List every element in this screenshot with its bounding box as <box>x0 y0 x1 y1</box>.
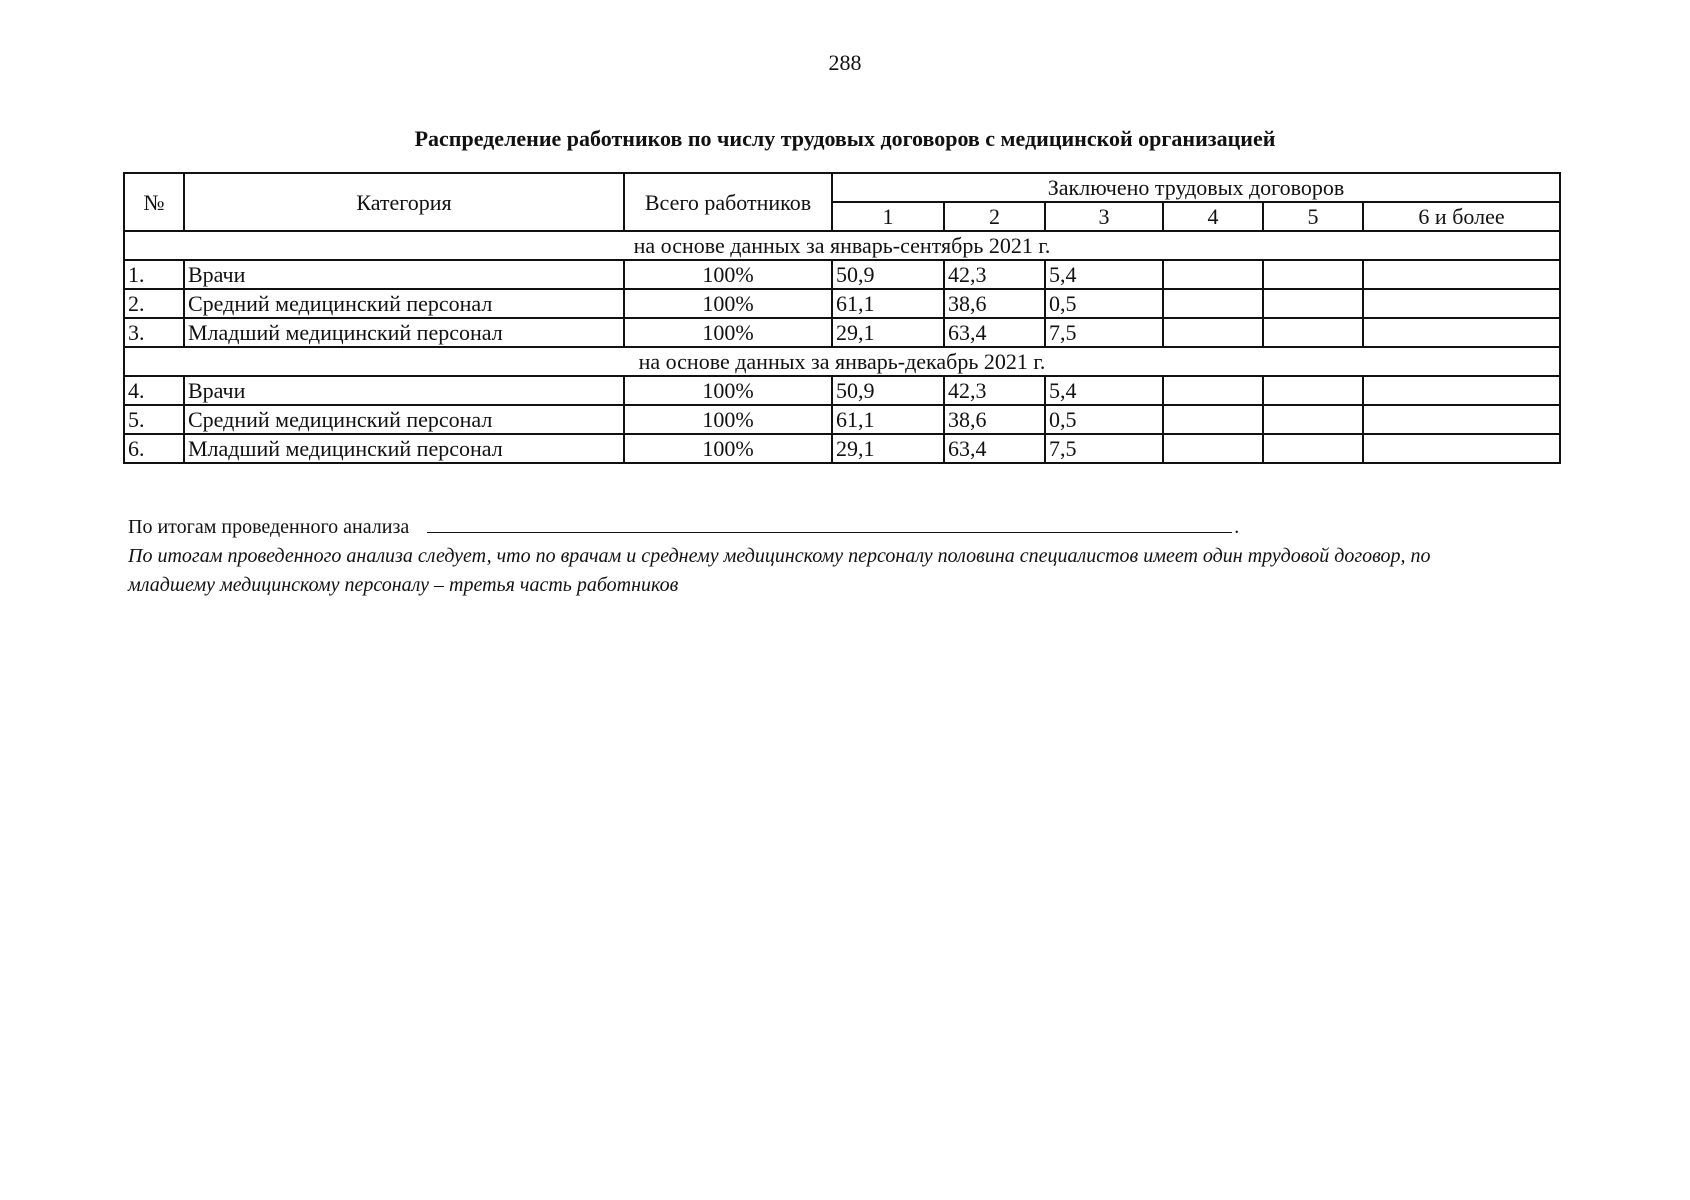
header-contracts: Заключено трудовых договоров <box>832 173 1560 202</box>
row-category: Младший медицинский персонал <box>184 434 624 463</box>
row-category: Средний медицинский персонал <box>184 289 624 318</box>
row-c4 <box>1163 289 1263 318</box>
row-c5 <box>1263 318 1363 347</box>
table-row <box>124 260 1560 289</box>
row-num: 3. <box>124 318 184 347</box>
row-c2: 42,3 <box>944 260 1045 289</box>
row-category: Средний медицинский персонал <box>184 405 624 434</box>
row-c2: 38,6 <box>944 289 1045 318</box>
header-contracts-3: 3 <box>1045 202 1163 231</box>
row-c5 <box>1263 405 1363 434</box>
header-total: Всего работников <box>624 173 832 231</box>
row-c2: 63,4 <box>944 318 1045 347</box>
row-c6 <box>1363 434 1560 463</box>
row-c1: 50,9 <box>832 376 944 405</box>
table-title: Распределение работников по числу трудовых договоров с медицинской организацией <box>414 126 1276 151</box>
row-c1: 50,9 <box>832 260 944 289</box>
table-row <box>124 434 1560 463</box>
row-c3: 0,5 <box>1045 405 1163 434</box>
row-total: 100% <box>624 434 832 463</box>
row-c2: 63,4 <box>944 434 1045 463</box>
row-c1: 61,1 <box>832 405 944 434</box>
section-label: на основе данных за январь-декабрь 2021 г. <box>124 347 1560 376</box>
row-c3: 0,5 <box>1045 289 1163 318</box>
row-total: 100% <box>624 376 832 405</box>
header-category: Категория <box>184 173 624 231</box>
row-c3: 5,4 <box>1045 376 1163 405</box>
conclusion-text: По итогам проведенного анализа следует, что по врачам и среднему медицинскому персоналу половина специалистов имеет один трудовой договор, по младшему медицинскому персоналу – третья часть работников <box>128 545 1431 596</box>
row-c4 <box>1163 260 1263 289</box>
row-total: 100% <box>624 289 832 318</box>
section-row <box>124 347 1560 376</box>
table-row <box>124 318 1560 347</box>
header-contracts-2: 2 <box>944 202 1045 231</box>
row-num: 4. <box>124 376 184 405</box>
table-row <box>124 405 1560 434</box>
conclusion-line <box>128 514 1239 539</box>
row-num: 6. <box>124 434 184 463</box>
row-c6 <box>1363 376 1560 405</box>
row-c5 <box>1263 289 1363 318</box>
header-contracts-1: 1 <box>832 202 944 231</box>
row-category: Врачи <box>184 376 624 405</box>
row-c4 <box>1163 376 1263 405</box>
row-c5 <box>1263 260 1363 289</box>
conclusion-label: По итогам проведенного анализа <box>128 516 410 538</box>
row-c1: 29,1 <box>832 318 944 347</box>
row-c2: 38,6 <box>944 405 1045 434</box>
table-row <box>124 289 1560 318</box>
page-number: 288 <box>828 50 862 75</box>
row-c5 <box>1263 376 1363 405</box>
row-category: Врачи <box>184 260 624 289</box>
row-c5 <box>1263 434 1363 463</box>
conclusion-end-mark: . <box>1234 516 1240 538</box>
row-c6 <box>1363 289 1560 318</box>
row-num: 2. <box>124 289 184 318</box>
row-c3: 7,5 <box>1045 434 1163 463</box>
row-c6 <box>1363 405 1560 434</box>
section-row <box>124 231 1560 260</box>
row-total: 100% <box>624 405 832 434</box>
section-label: на основе данных за январь-сентябрь 2021 г. <box>124 231 1560 260</box>
header-contracts-5: 5 <box>1263 202 1363 231</box>
row-c4 <box>1163 405 1263 434</box>
distribution-table <box>123 172 1561 464</box>
table-row <box>124 376 1560 405</box>
header-contracts-6-plus: 6 и более <box>1363 202 1560 231</box>
header-contracts-4: 4 <box>1163 202 1263 231</box>
row-c6 <box>1363 260 1560 289</box>
row-c6 <box>1363 318 1560 347</box>
row-c2: 42,3 <box>944 376 1045 405</box>
row-c3: 5,4 <box>1045 260 1163 289</box>
row-total: 100% <box>624 260 832 289</box>
row-total: 100% <box>624 318 832 347</box>
row-c4 <box>1163 318 1263 347</box>
row-c3: 7,5 <box>1045 318 1163 347</box>
row-category: Младший медицинский персонал <box>184 318 624 347</box>
row-c1: 29,1 <box>832 434 944 463</box>
row-c1: 61,1 <box>832 289 944 318</box>
row-num: 5. <box>124 405 184 434</box>
header-num: № <box>124 173 184 231</box>
row-c4 <box>1163 434 1263 463</box>
row-num: 1. <box>124 260 184 289</box>
fill-in-underline <box>427 514 1232 533</box>
